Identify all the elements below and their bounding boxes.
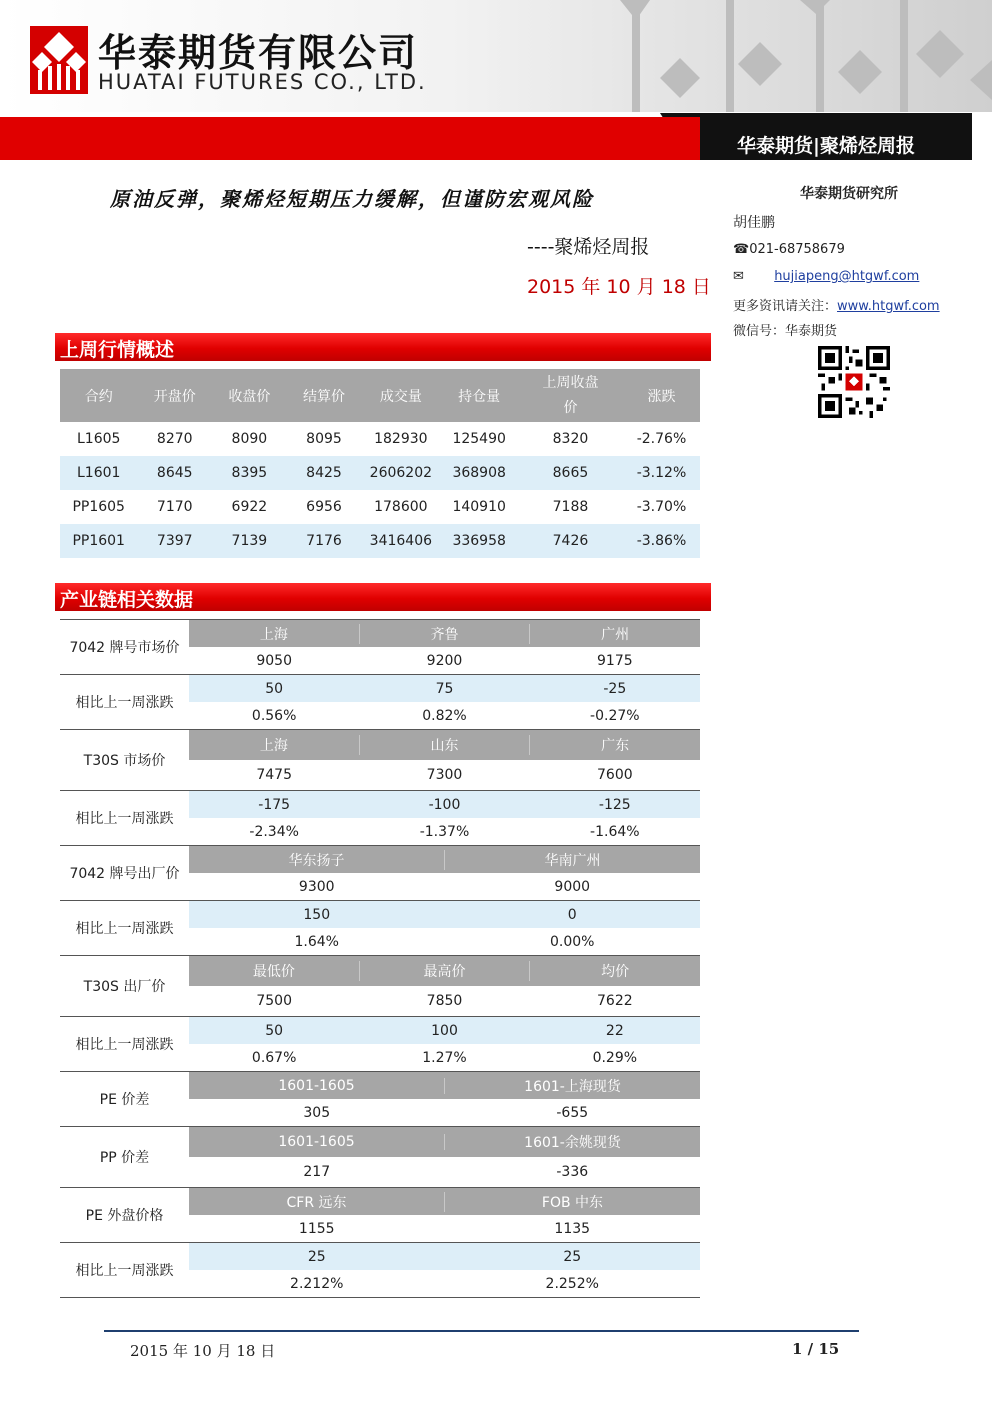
table-cell: 7300 <box>426 767 463 783</box>
sub-header-row <box>189 1072 700 1099</box>
qr-code-icon <box>818 346 890 418</box>
table-cell: 6956 <box>306 499 342 515</box>
table-cell: 1.27% <box>422 1049 467 1066</box>
column-header: 收盘价 <box>212 369 287 422</box>
table-cell: -3.70% <box>636 499 687 515</box>
table-row <box>189 760 700 790</box>
table-row <box>189 647 700 674</box>
table-cell: 8395 <box>212 456 287 490</box>
table-cell: -336 <box>556 1164 589 1180</box>
table-cell: 8270 <box>156 431 193 447</box>
column-header: 开盘价 <box>137 369 212 422</box>
data-group <box>60 1127 700 1188</box>
more-info-row <box>733 295 940 314</box>
row-label: 7042 牌号出厂价 <box>69 866 180 882</box>
table-cell: 75 <box>435 680 454 697</box>
email-icon: ✉ <box>733 269 744 284</box>
column-header: 广东 <box>601 738 630 754</box>
table-cell: 9175 <box>597 652 633 669</box>
column-header: 均价 <box>601 964 630 980</box>
data-group <box>60 675 700 730</box>
table-cell: 7500 <box>256 993 292 1009</box>
table-row <box>189 702 700 729</box>
table-cell: 178600 <box>374 499 428 515</box>
table-cell: -25 <box>603 680 627 697</box>
table-cell: -1.37% <box>419 823 470 840</box>
banner-label: 华泰期货|聚烯烃周报 <box>737 135 915 157</box>
table-cell: 8320 <box>552 431 589 447</box>
sub-header-row <box>189 846 700 873</box>
table-cell: 0.29% <box>592 1049 638 1066</box>
sub-header-row <box>189 1188 700 1215</box>
column-header: 1601-余姚现货 <box>524 1135 621 1151</box>
table-row <box>189 1017 700 1044</box>
data-group <box>60 1072 700 1127</box>
column-header: 最低价 <box>189 961 360 981</box>
data-group <box>60 956 700 1017</box>
table-cell: -125 <box>598 796 631 813</box>
table-cell: -175 <box>258 796 291 813</box>
table-cell: 7622 <box>597 993 633 1009</box>
table-cell: -3.12% <box>623 456 700 490</box>
more-info-label: 更多资讯请关注： <box>733 299 838 314</box>
table-cell: 25 <box>563 1248 582 1265</box>
row-label: T30S 市场价 <box>83 753 166 769</box>
table-cell: 7426 <box>518 524 623 558</box>
table-cell: 7170 <box>156 499 193 515</box>
table-cell: 2.252% <box>545 1275 599 1292</box>
table-cell: 22 <box>605 1022 624 1039</box>
table-row <box>189 675 700 702</box>
column-header: 上周收盘价 <box>518 369 623 422</box>
table-cell: 336958 <box>440 524 518 558</box>
table-cell: 8665 <box>518 456 623 490</box>
table-cell: PP1601 <box>60 524 137 558</box>
row-label: 相比上一周涨跌 <box>75 1263 174 1279</box>
data-group <box>60 619 700 675</box>
table-row <box>189 1215 700 1242</box>
table-cell: 0.00% <box>550 933 595 950</box>
data-group <box>60 846 700 901</box>
email-row <box>733 269 919 284</box>
report-date: 2015 年 10 月 18 日 <box>527 276 711 298</box>
table-cell: 140910 <box>452 499 506 515</box>
column-header: 成交量 <box>361 369 440 422</box>
table-cell: 6922 <box>231 499 268 515</box>
table-cell: 2.212% <box>290 1275 344 1292</box>
table-row <box>189 791 700 818</box>
data-group <box>60 1243 700 1298</box>
table-cell: -0.27% <box>590 707 640 724</box>
section-title: 产业链相关数据 <box>60 589 194 611</box>
table-cell: 182930 <box>374 431 428 447</box>
company-name-en: HUATAI FUTURES CO., LTD. <box>98 70 427 94</box>
section-header-industry-chain <box>55 583 711 611</box>
table-row <box>189 986 700 1016</box>
table-cell: 50 <box>265 1022 284 1039</box>
industry-chain-table <box>60 619 700 1298</box>
section-header-weekly-overview <box>55 333 711 361</box>
table-cell: 7188 <box>552 499 589 515</box>
table-cell: -3.86% <box>623 524 700 558</box>
table-cell: 0.56% <box>251 707 297 724</box>
table-cell: 305 <box>303 1104 331 1121</box>
website-link[interactable]: www.htgwf.com <box>837 299 940 314</box>
data-group <box>60 1017 700 1072</box>
column-header: 持仓量 <box>440 369 518 422</box>
column-header: 华东扬子 <box>189 850 445 870</box>
email-link[interactable]: hujiapeng@htgwf.com <box>774 269 920 284</box>
column-header: CFR 远东 <box>189 1192 445 1212</box>
table-cell: -655 <box>556 1104 589 1121</box>
table-row <box>60 524 700 558</box>
footer-date: 2015 年 10 月 18 日 <box>130 1342 276 1360</box>
column-header: 上海 <box>189 624 360 644</box>
column-header: 1601-1605 <box>189 1134 445 1150</box>
table-cell: L1605 <box>77 431 121 447</box>
table-cell: 9000 <box>554 878 591 895</box>
author-name: 胡佳鹏 <box>733 215 775 231</box>
table-cell: -1.64% <box>590 823 640 840</box>
table-cell: 8425 <box>287 456 362 490</box>
column-header: 齐鲁 <box>360 624 531 644</box>
report-title: 原油反弹，聚烯烃短期压力缓解，但谨防宏观风险 <box>110 187 594 211</box>
row-label: 相比上一周涨跌 <box>75 695 174 711</box>
table-cell: 7397 <box>137 524 212 558</box>
table-row <box>189 1099 700 1126</box>
table-cell: 1135 <box>554 1220 591 1237</box>
sub-header-row <box>189 1127 700 1157</box>
table-cell: 8090 <box>231 431 268 447</box>
table-cell: -100 <box>428 796 461 813</box>
table-cell: -2.76% <box>636 431 687 447</box>
company-name-cn: 华泰期货有限公司 <box>98 31 419 75</box>
sub-header-row <box>189 956 700 986</box>
institute-name: 华泰期货研究所 <box>800 186 898 202</box>
row-label: 相比上一周涨跌 <box>75 811 174 827</box>
footer-divider <box>104 1330 859 1332</box>
table-cell: 7600 <box>597 767 633 783</box>
table-cell: 8095 <box>306 431 342 447</box>
column-header: 1601-1605 <box>189 1078 445 1094</box>
table-cell: 9200 <box>426 652 463 669</box>
table-row <box>60 456 700 490</box>
table-cell: 7139 <box>212 524 287 558</box>
table-row <box>189 873 700 900</box>
column-header: 山东 <box>360 735 531 755</box>
column-header: 1601-上海现货 <box>524 1078 621 1095</box>
column-header: 广州 <box>601 626 630 643</box>
sub-header-row <box>189 730 700 760</box>
table-cell: 3416406 <box>361 524 440 558</box>
table-row <box>189 818 700 845</box>
table-cell: -2.34% <box>249 823 299 840</box>
data-group <box>60 1188 700 1243</box>
row-label: 7042 牌号市场价 <box>69 640 180 656</box>
data-group <box>60 730 700 791</box>
table-cell: 25 <box>307 1248 326 1265</box>
table-cell: 0.82% <box>422 707 467 724</box>
table-row <box>189 1044 700 1071</box>
table-row <box>189 1243 700 1270</box>
row-label: T30S 出厂价 <box>83 979 166 995</box>
table-cell: 50 <box>265 680 284 697</box>
table-cell: 0 <box>567 906 577 923</box>
column-header: 最高价 <box>360 961 531 981</box>
page-number: 1 / 15 <box>792 1340 840 1358</box>
table-cell: 8645 <box>137 456 212 490</box>
row-label: PE 价差 <box>99 1092 150 1108</box>
column-header: 结算价 <box>287 369 362 422</box>
row-label: 相比上一周涨跌 <box>75 921 174 937</box>
weekly-market-table <box>60 369 700 558</box>
section-title: 上周行情概述 <box>60 339 175 361</box>
table-cell: 0.67% <box>251 1049 297 1066</box>
column-header: 上海 <box>189 735 360 755</box>
table-cell: 100 <box>431 1022 458 1039</box>
table-row <box>189 928 700 955</box>
table-row <box>189 1157 700 1187</box>
data-group <box>60 901 700 956</box>
table-cell: 7475 <box>256 767 292 783</box>
table-row <box>189 1270 700 1297</box>
column-header: FOB 中东 <box>541 1194 604 1211</box>
table-cell: 1.64% <box>294 933 339 950</box>
report-subtitle: ----聚烯烃周报 <box>527 236 650 258</box>
table-cell: 1155 <box>298 1220 335 1237</box>
table-cell: L1601 <box>60 456 137 490</box>
table-row <box>60 490 700 524</box>
column-header: 华南广州 <box>544 852 601 869</box>
table-cell: 217 <box>303 1164 331 1180</box>
table-cell: PP1605 <box>72 499 125 515</box>
page-header <box>0 0 992 112</box>
table-cell: 125490 <box>452 431 506 447</box>
table-cell: 150 <box>303 906 331 923</box>
header-decoration <box>560 0 992 112</box>
row-label: 相比上一周涨跌 <box>75 1037 174 1053</box>
row-label: PE 外盘价格 <box>85 1208 164 1224</box>
column-header: 涨跌 <box>623 369 700 422</box>
table-header-row <box>60 369 700 422</box>
table-cell: 368908 <box>440 456 518 490</box>
table-cell: 7176 <box>287 524 362 558</box>
sub-header-row <box>189 620 700 647</box>
huatai-logo-icon <box>30 26 88 94</box>
column-header: 合约 <box>60 369 137 422</box>
table-cell: 9050 <box>256 652 292 669</box>
row-label: PP 价差 <box>99 1150 150 1166</box>
table-row <box>189 901 700 928</box>
data-group <box>60 791 700 846</box>
table-cell: 7850 <box>426 993 463 1009</box>
table-cell: 9300 <box>298 878 335 895</box>
phone-number: ☎021-68758679 <box>733 242 845 257</box>
table-cell: 2606202 <box>361 456 440 490</box>
wechat-id: 微信号：华泰期货 <box>733 324 838 339</box>
table-row <box>60 422 700 456</box>
